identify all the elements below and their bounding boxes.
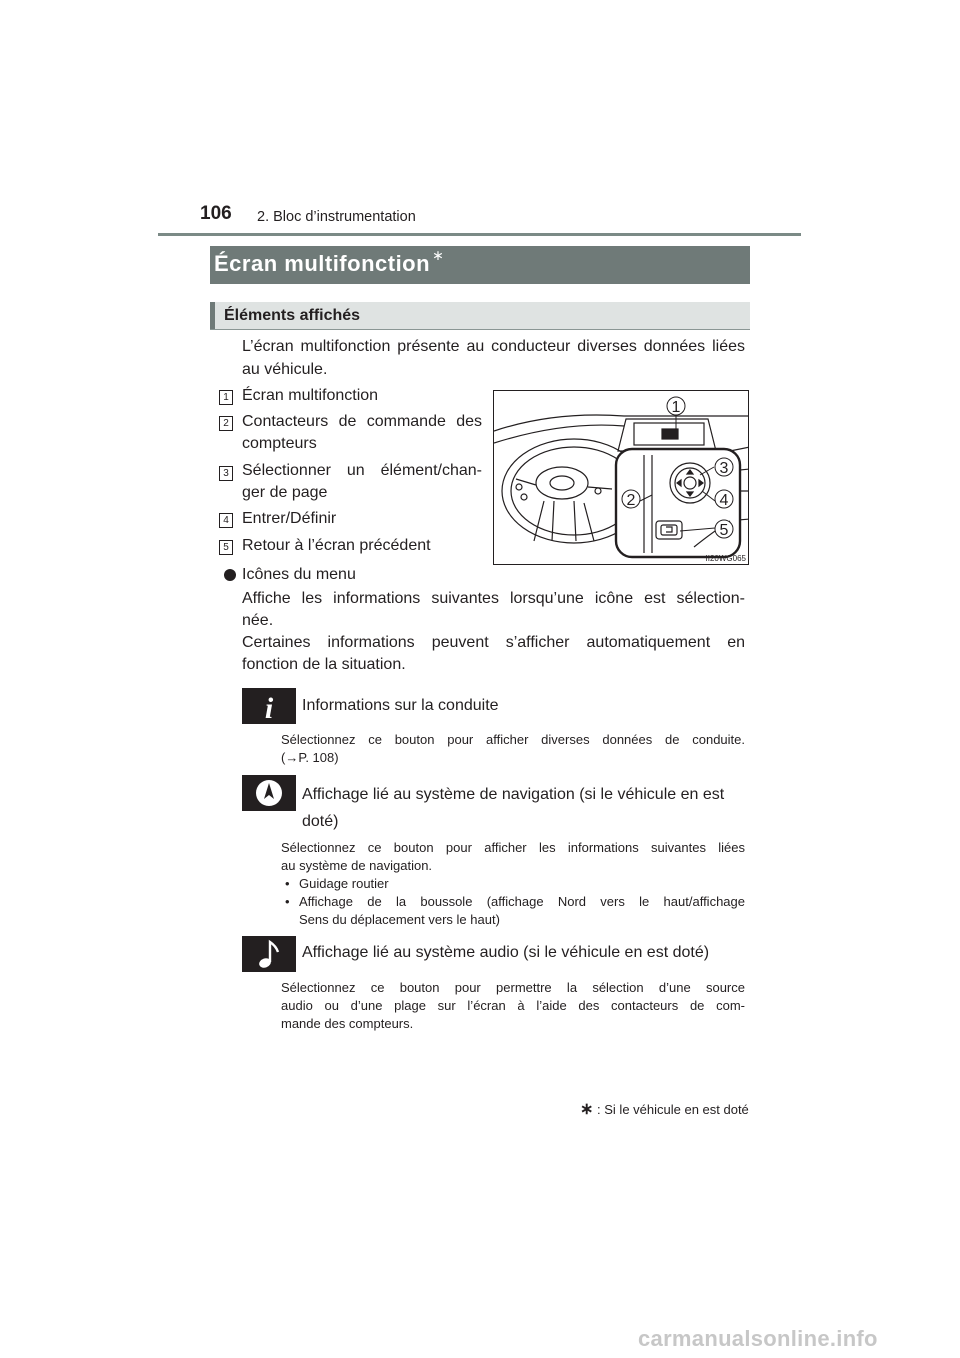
info-description	[281, 731, 745, 767]
list-item	[242, 508, 482, 530]
navigation-desc-line: au système de navigation.	[281, 858, 433, 873]
subsection-title: Éléments affichés	[224, 307, 361, 324]
bullet-glyph: •	[285, 894, 290, 909]
navigation-bullet-line: Affichage de la boussole (affichage Nord vers le haut/affichage	[299, 894, 745, 909]
music-note-icon	[242, 936, 296, 972]
info-title: Informations sur la conduite	[302, 697, 499, 714]
subsection-bar	[210, 302, 215, 329]
list-item-line: Retour à l’écran précédent	[242, 537, 431, 554]
watermark: carmanualsonline.info	[638, 1326, 878, 1351]
chapter-title: 2. Bloc d’instrumentation	[257, 209, 416, 225]
item-number: 5	[219, 540, 233, 555]
list-item-line: Écran multifonction	[242, 387, 379, 404]
callout-1: 1	[671, 399, 681, 416]
navigation-title-line: Affichage lié au système de navigation (si le véhicule en est	[302, 786, 725, 803]
list-item	[242, 385, 482, 407]
callout-4: 4	[719, 492, 729, 509]
navigation-bullet-item	[281, 875, 745, 893]
navigation-title-line: doté)	[302, 813, 339, 830]
page-number: 106	[200, 203, 232, 224]
menu-desc-line: fonction de la situation.	[242, 656, 406, 673]
list-item	[242, 460, 482, 504]
menu-desc-line: née.	[242, 612, 274, 629]
callout-3: 3	[719, 460, 729, 477]
footnote-mark: ∗	[580, 1101, 594, 1118]
list-item	[242, 535, 482, 557]
list-item-line: compteurs	[242, 435, 317, 452]
navigation-bullet-line: Guidage routier	[299, 876, 389, 891]
navigation-bullet-line: Sens du déplacement vers le haut)	[299, 912, 500, 927]
bullet-glyph: •	[285, 876, 290, 891]
navigation-title	[302, 781, 746, 835]
section-title-mark: ∗	[432, 247, 445, 263]
section-title	[214, 247, 445, 277]
illustration-code: II20WG065	[705, 554, 746, 563]
list-item	[242, 411, 482, 455]
item-number: 2	[219, 416, 233, 431]
menu-heading: Icônes du menu	[242, 566, 356, 583]
callout-5: 5	[719, 522, 729, 539]
menu-description	[242, 588, 745, 676]
navigation-desc-line: Sélectionnez ce bouton pour afficher les informations suivantes liées	[281, 840, 745, 855]
menu-desc-line: Certaines informations peuvent s’afficher automatiquement en	[242, 634, 745, 651]
navigation-description	[281, 839, 745, 929]
info-desc-line: Sélectionnez ce bouton pour afficher diverses données de conduite.	[281, 732, 745, 747]
item-number: 1	[219, 390, 233, 405]
footnote	[580, 1099, 749, 1119]
dashboard-illustration	[493, 390, 749, 565]
list-item-line: Contacteurs de commande des	[242, 413, 482, 430]
music-desc-line: audio ou d’une plage sur l’écran à l’aide des contacteurs de com-	[281, 998, 745, 1013]
intro-paragraph: L’écran multifonction présente au conducteur diverses données liées au véhicule.	[242, 338, 745, 378]
list-item-line: ger de page	[242, 484, 328, 501]
music-desc-line: mande des compteurs.	[281, 1016, 414, 1031]
music-description	[281, 979, 745, 1033]
section-banner	[210, 246, 750, 284]
bullet-dot	[224, 569, 236, 581]
navigation-bullet-item	[281, 893, 745, 929]
navigation-icon	[242, 775, 296, 811]
subsection-header	[210, 302, 750, 330]
footnote-text: : Si le véhicule en est doté	[597, 1102, 749, 1117]
header-rule	[158, 233, 801, 236]
list-item-line: Sélectionner un élément/chan-	[242, 462, 482, 479]
music-desc-line: Sélectionnez ce bouton pour permettre la sélection d’une source	[281, 980, 745, 995]
callout-2: 2	[626, 492, 636, 509]
music-title: Affichage lié au système audio (si le véhicule en est doté)	[302, 944, 710, 961]
list-item-line: Entrer/Définir	[242, 510, 337, 527]
item-number: 3	[219, 466, 233, 481]
info-desc-line: (→P. 108)	[281, 750, 339, 765]
svg-text:i: i	[264, 692, 274, 724]
steering-wheel-drawing	[494, 391, 749, 565]
item-number: 4	[219, 513, 233, 528]
menu-desc-line: Affiche les informations suivantes lorsqu’une icône est sélection-	[242, 590, 745, 607]
section-title-text: Écran multifonction	[214, 251, 431, 276]
info-icon	[242, 688, 296, 724]
